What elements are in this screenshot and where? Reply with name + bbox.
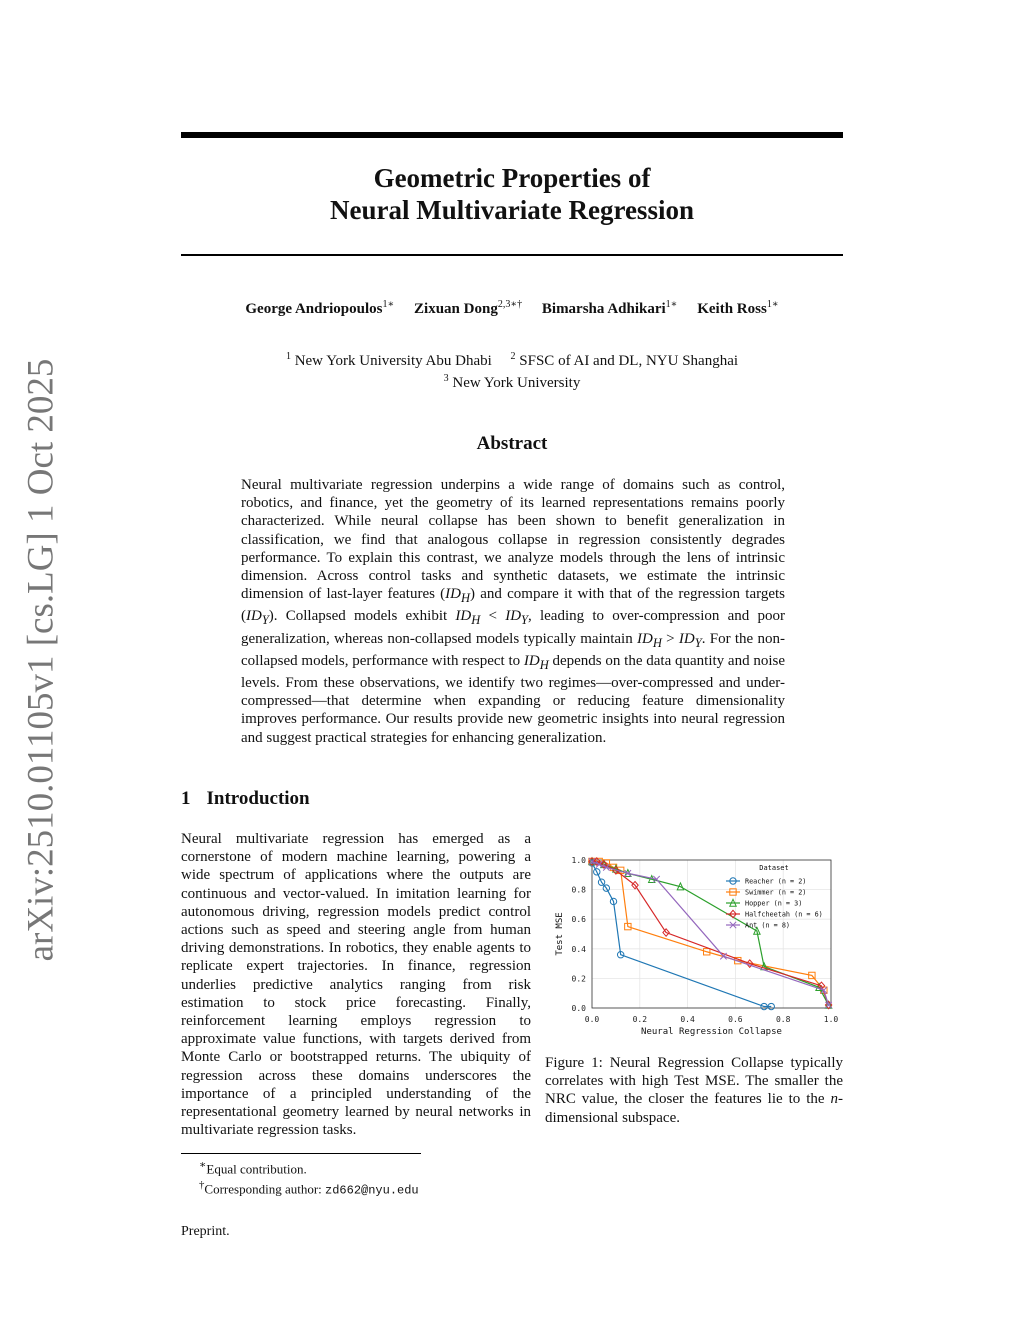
arxiv-stamp [18, 358, 64, 962]
email-link[interactable]: zd662@nyu.edu [325, 1183, 419, 1198]
footnote-rule [181, 1153, 421, 1154]
y-tick-label: 0.8 [571, 885, 586, 895]
figure-caption: Figure 1: Neural Regression Collapse typically correlates with high Test MSE. The smaller the NRC value, the closer the features lie to the n-dimensional subspace. [545, 1055, 843, 1126]
legend-title: Dataset [759, 864, 789, 872]
legend-label: Hopper (n = 3) [745, 899, 803, 908]
section-heading: 1 Introduction [181, 788, 310, 809]
legend-label: Halfcheetah (n = 6) [745, 910, 823, 919]
legend-label: Swimmer (n = 2) [745, 888, 807, 897]
legend-label: Ant (n = 8) [745, 921, 791, 930]
figure-1-chart [548, 848, 844, 1044]
affiliations: $^1$ New York University Abu Dhabi $^2$ SFSC of AI and DL, NYU Shanghai $^3$ New York University [285, 351, 739, 391]
title-line-1: Geometric Properties of [373, 163, 651, 193]
x-axis-label: Neural Regression Collapse [641, 1027, 782, 1037]
footnotes [199, 1157, 419, 1200]
abstract-heading: Abstract [476, 433, 548, 454]
x-tick-label: 0.4 [680, 1015, 695, 1024]
x-tick-label: 0.2 [632, 1015, 648, 1024]
x-tick-label: 0.0 [584, 1015, 600, 1024]
author: Keith Ross$^{1∗}$ [697, 299, 779, 317]
author: George Andriopoulos$^{1∗}$ [245, 299, 395, 317]
title-bottom-rule [181, 254, 843, 256]
affiliation-2: SFSC of AI and DL, NYU Shanghai [519, 353, 739, 369]
x-tick-label: 1.0 [823, 1015, 839, 1024]
y-tick-label: 1.0 [571, 856, 586, 865]
intro-paragraph: Neural multivariate regression has emerged as a cornerstone of modern machine learning, powering a wide spectrum of applications where the outputs are continuous and vector-valued. In imitation learning for autonomous driving, regression models predict control actions such as speed and steering angle from human driving demonstrations. In robotics, they enable agents to replicate expert trajectories. In finance, regression underlies predictive analytics ranging from risk estimation to stock price forecasting. Finally, reinforcement learning employs regression to approximate value functions, with targets derived from Monte Carlo or bootstrapped returns. The ubiquity of regression across these domains underscores the importance of a principled understanding of the representational geometry learned by neural networks in multivariate regression tasks. [181, 831, 531, 1139]
arxiv-id: arXiv:2510.01105v1 [cs.LG] 1 Oct 2025 [20, 358, 62, 962]
title-top-rule [181, 132, 843, 138]
paper-title [181, 162, 843, 226]
affiliation-3: New York University [452, 375, 581, 391]
title-line-2: Neural Multivariate Regression [330, 195, 694, 225]
preprint-label: Preprint. [181, 1224, 230, 1239]
x-tick-label: 0.6 [728, 1015, 743, 1024]
y-tick-label: 0.0 [571, 1004, 586, 1013]
footnote-2: †Corresponding author: zd662@nyu.edu [199, 1179, 419, 1198]
author: Bimarsha Adhikari$^{1∗}$ [541, 299, 678, 317]
y-tick-label: 0.2 [571, 974, 586, 984]
legend-label: Reacher (n = 2) [745, 877, 807, 886]
footnote-1: ∗Equal contribution. [199, 1159, 307, 1177]
y-axis-label: Test MSE [555, 912, 565, 956]
affiliation-1: New York University Abu Dhabi [294, 353, 492, 369]
y-tick-label: 0.6 [571, 915, 586, 925]
y-tick-label: 0.4 [571, 944, 586, 954]
abstract-body: Neural multivariate regression underpins a wide range of domains such as control, robotics, and finance, yet the geometry of its learned representations remains poorly characterized. While neural collapse has been shown to benefit generalization in classification, we find that analogous collapse in regression consistently degrades performance. To explain this contrast, we analyze models through the lens of intrinsic dimension. Across control tasks and synthetic datasets, we estimate the intrinsic dimension of last-layer features $(ID_H)$ and compare it with that of the regression targets $(ID_Y)$. Collapsed models exhibit $ID_H < ID_Y$, leading to over-compression and poor generalization, whereas non-collapsed models typically maintain $ID_H > ID_Y$. For the non-collapsed models, performance with respect to $ID_H$ depends on the data quantity and noise levels. From these observations, we identify two regimes—over-compressed and under-compressed—that determine when expanding or reducing feature dimensionality improves performance. Our results provide new geometric insights into neural regression and suggest practical strategies for enhancing generalization. [241, 477, 786, 746]
author: Zixuan Dong$^{2,3∗\dagger}$ [414, 299, 523, 317]
x-tick-label: 0.8 [775, 1015, 791, 1024]
author-list [181, 299, 843, 318]
